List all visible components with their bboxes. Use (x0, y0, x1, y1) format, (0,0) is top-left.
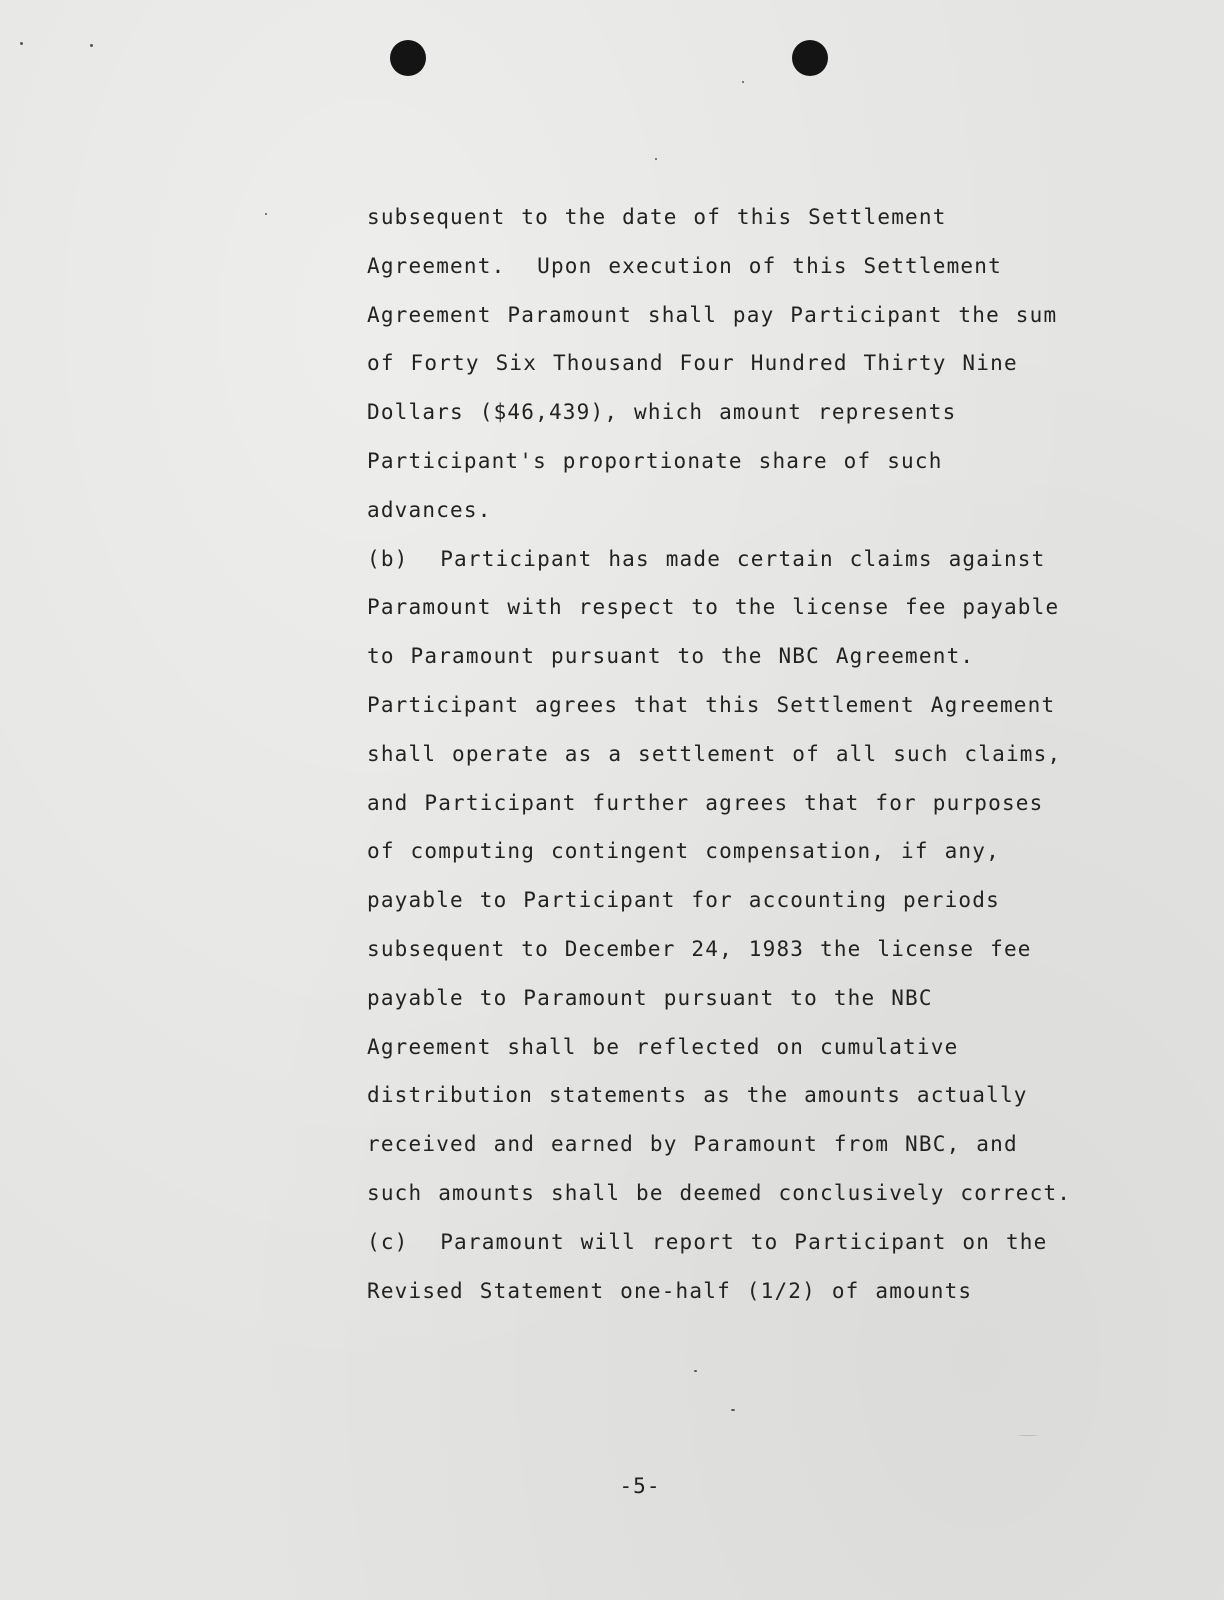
text-line: (b) Participant has made certain claims against (367, 546, 1046, 571)
text-line: Participant agrees that this Settlement Agreement (367, 692, 1056, 717)
text-line: and Participant further agrees that for purposes (367, 790, 1044, 815)
text-line: Agreement shall be reflected on cumulative (367, 1034, 959, 1059)
paper-speck (694, 1370, 697, 1372)
text-line: subsequent to the date of this Settlement (367, 205, 947, 229)
paper-speck (265, 213, 267, 215)
text-line: received and earned by Paramount from NBC, and (367, 1132, 1018, 1157)
paper-speck (20, 42, 23, 45)
text-line: Participant's proportionate share of such (367, 448, 943, 473)
text-line: distribution statements as the amounts actually (367, 1083, 1028, 1108)
text-line: payable to Participant for accounting periods (367, 888, 1000, 913)
paper-speck (1018, 1435, 1038, 1436)
text-line: (c) Paramount will report to Participant on the (367, 1229, 1048, 1254)
text-line: subsequent to December 24, 1983 the license fee (367, 936, 1032, 961)
text-line: of Forty Six Thousand Four Hundred Thirty Nine (367, 351, 1018, 376)
page-number: -5- (619, 1474, 661, 1498)
paper-speck (731, 1409, 735, 1411)
text-line: payable to Paramount pursuant to the NBC (367, 985, 933, 1010)
text-line: Dollars ($46,439), which amount represents (367, 400, 957, 425)
text-line: to Paramount pursuant to the NBC Agreement. (367, 644, 975, 669)
text-line: Paramount with respect to the license fee payable (367, 595, 1060, 620)
text-line: shall operate as a settlement of all such claims, (367, 741, 1062, 766)
text-line: such amounts shall be deemed conclusively correct. (367, 1180, 1072, 1205)
paper-speck (655, 158, 657, 160)
text-line: advances. (367, 497, 492, 522)
punch-hole-right (792, 40, 828, 76)
text-line: Agreement Paramount shall pay Participant the sum (367, 302, 1058, 327)
paper-speck (742, 81, 744, 83)
document-body (367, 193, 1107, 1315)
text-line: Revised Statement one-half (1/2) of amounts (367, 1278, 973, 1303)
text-line: of computing contingent compensation, if any, (367, 839, 1000, 864)
paper-speck (90, 44, 93, 47)
punch-hole-left (390, 40, 426, 76)
text-line: Agreement. Upon execution of this Settlement (367, 253, 1002, 278)
